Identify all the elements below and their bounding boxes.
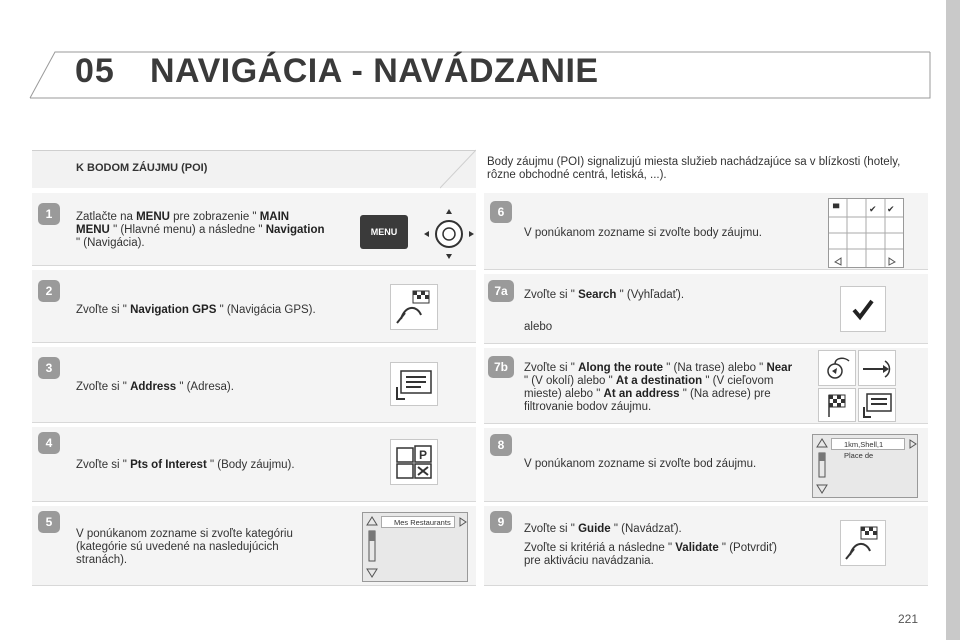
page-title: NAVIGÁCIA - NAVÁDZANIE [150, 52, 599, 90]
category-list-screen [362, 512, 468, 582]
step-7a-alt: alebo [524, 321, 553, 333]
along-route-icon[interactable] [818, 350, 856, 386]
section-title: K BODOM ZÁUJMU (POI) [76, 162, 208, 174]
search-check-icon[interactable] [840, 286, 886, 332]
at-destination-icon[interactable] [818, 388, 856, 422]
step-badge-2: 2 [38, 280, 60, 302]
svg-text:▀: ▀ [833, 204, 840, 213]
svg-text:✔: ✔ [887, 205, 895, 215]
points-of-interest-icon [390, 439, 438, 485]
step-5-text: V ponúkanom zozname si zvoľte kategóriu (kategórie sú uvedené na nasledujúcich stranách). [76, 528, 293, 566]
category-list-item[interactable]: Mes Restaurants [381, 516, 455, 528]
navigation-gps-icon [390, 284, 438, 330]
page-header [0, 0, 960, 110]
svg-text:P: P [419, 448, 428, 462]
step-badge-9: 9 [490, 511, 512, 533]
step-3-panel [32, 347, 476, 423]
step-6-text: V ponúkanom zozname si zvoľte body záujmu. [524, 227, 762, 239]
svg-text:✔: ✔ [869, 205, 877, 215]
step-badge-5: 5 [38, 511, 60, 533]
step-2-panel [32, 270, 476, 343]
side-tab-bar [946, 0, 960, 640]
strip-corner-decor [440, 148, 476, 190]
at-address-icon[interactable] [858, 388, 896, 422]
step-3-text: Zvoľte si " Address " (Adresa). [76, 381, 234, 393]
joystick-icon [422, 207, 476, 261]
step-badge-4: 4 [38, 432, 60, 454]
step-badge-7b: 7b [488, 356, 514, 378]
step-9-panel [484, 506, 928, 586]
poi-result-screen [812, 434, 918, 498]
step-6-panel [484, 193, 928, 270]
step-1-panel [32, 193, 476, 266]
poi-grid-screen [828, 198, 904, 268]
address-icon [390, 362, 438, 406]
section-intro: Body záujmu (POI) signalizujú miesta služieb nachádzajúce sa v blízkosti (hotely, rôzne obchodné centrá, letiská, ...). [487, 156, 901, 181]
poi-result-item[interactable]: 1km,Shell,1 Place de [831, 438, 905, 450]
step-7a-panel [484, 274, 928, 344]
step-1-text: Zatlačte na MENU pre zobrazenie " MAIN MENU " (Hlavné menu) a následne " Navigation " (Navigácia). [76, 211, 325, 249]
step-2-text: Zvoľte si " Navigation GPS " (Navigácia GPS). [76, 304, 316, 316]
menu-button[interactable]: MENU [360, 215, 408, 249]
step-badge-7a: 7a [488, 280, 514, 302]
step-9-text: Zvoľte si " Guide " (Navádzať). Zvoľte si kritériá a následne " Validate " (Potvrdiť) pre aktiváciu navádzania. [524, 523, 777, 567]
near-icon[interactable] [858, 350, 896, 386]
step-8-text: V ponúkanom zozname si zvoľte bod záujmu. [524, 458, 757, 470]
step-8-panel [484, 428, 928, 502]
step-4-panel [32, 427, 476, 502]
step-7a-text: Zvoľte si " Search " (Vyhľadať). [524, 289, 685, 301]
step-5-panel [32, 506, 476, 586]
step-badge-8: 8 [490, 434, 512, 456]
step-badge-6: 6 [490, 201, 512, 223]
step-4-text: Zvoľte si " Pts of Interest " (Body záujmu). [76, 459, 295, 471]
chapter-number: 05 [75, 52, 115, 90]
page-number: 221 [898, 612, 919, 626]
step-7b-panel [484, 348, 928, 424]
step-badge-1: 1 [38, 203, 60, 225]
guide-icon[interactable] [840, 520, 886, 566]
step-badge-3: 3 [38, 357, 60, 379]
step-7b-text: Zvoľte si " Along the route " (Na trase) alebo " Near " (V okolí) alebo " At a destination " (V cieľovom mieste) alebo " At an address " (Na adrese) pre filtrovanie bodov záujmu. [524, 362, 793, 413]
